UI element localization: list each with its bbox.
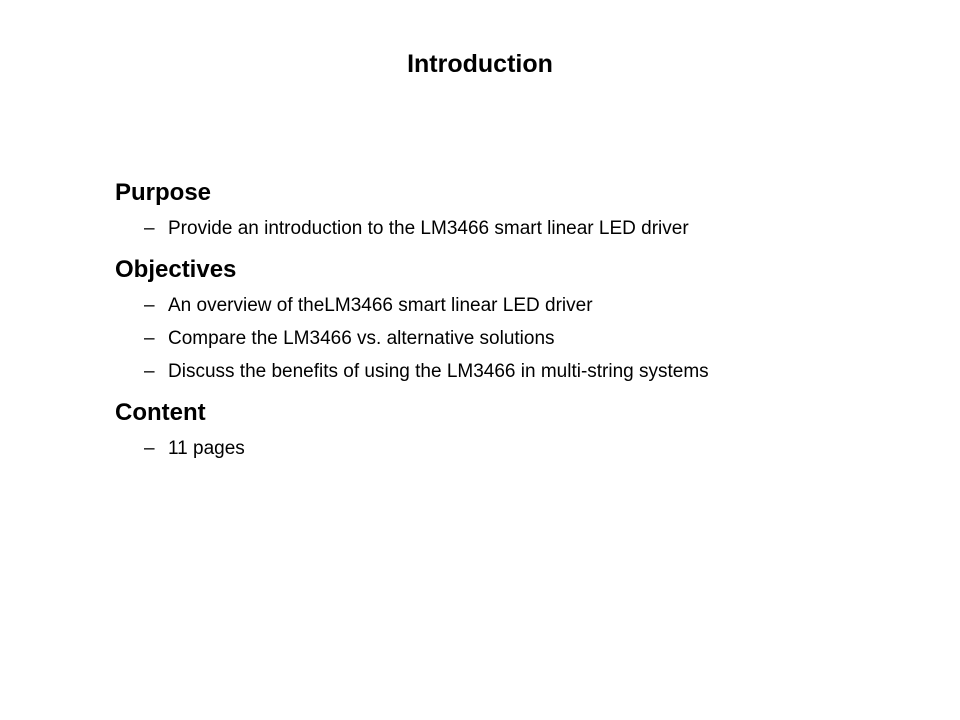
- bullet-text: Compare the LM3466 vs. alternative solutions: [168, 328, 555, 349]
- section-heading: Content: [115, 399, 206, 426]
- bullet-list: [115, 217, 915, 241]
- bullet-text: An overview of theLM3466 smart linear LED driver: [168, 295, 593, 316]
- bullet-item: [115, 327, 915, 351]
- bullet-dash: –: [144, 438, 155, 459]
- bullet-item: [115, 437, 915, 461]
- bullet-list: [115, 437, 915, 461]
- bullet-list: [115, 294, 915, 384]
- section-purpose: [115, 175, 915, 241]
- bullet-item: [115, 360, 915, 384]
- bullet-item: [115, 294, 915, 318]
- bullet-dash: –: [144, 295, 155, 316]
- section-content: [115, 395, 915, 461]
- bullet-item: [115, 217, 915, 241]
- bullet-dash: –: [144, 361, 155, 382]
- bullet-text: 11 pages: [168, 438, 245, 459]
- section-heading: Objectives: [115, 256, 237, 283]
- slide-body: [115, 175, 915, 461]
- bullet-text: Provide an introduction to the LM3466 smart linear LED driver: [168, 218, 689, 239]
- bullet-text: Discuss the benefits of using the LM3466 in multi-string systems: [168, 361, 709, 382]
- slide-title: Introduction: [407, 50, 553, 78]
- section-objectives: [115, 252, 915, 384]
- section-heading: Purpose: [115, 179, 212, 206]
- bullet-dash: –: [144, 218, 155, 239]
- bullet-dash: –: [144, 328, 155, 349]
